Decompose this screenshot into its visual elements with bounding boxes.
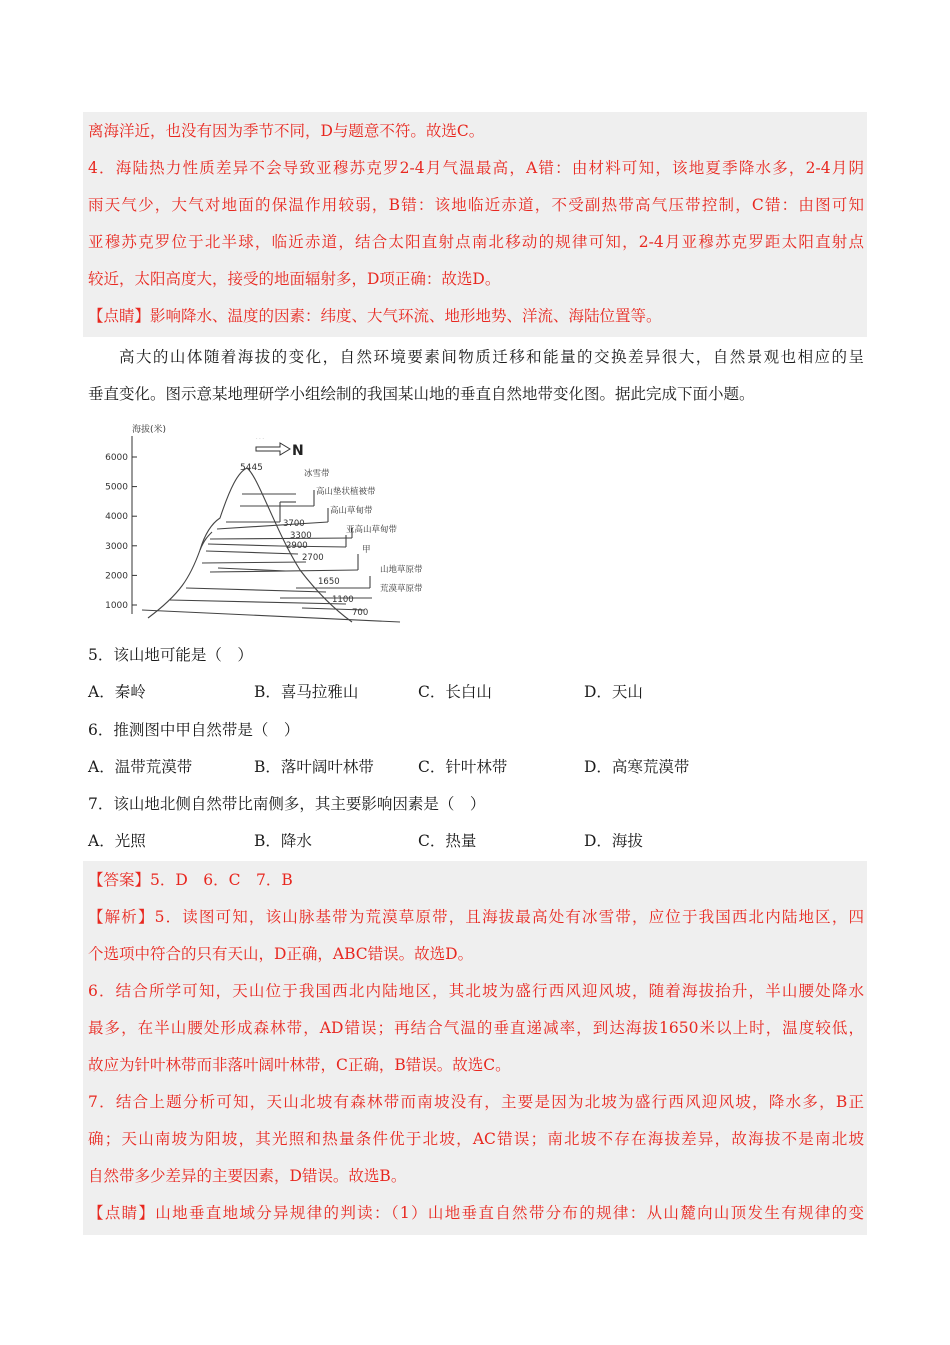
question-stem: 5．该山地可能是（ ）: [88, 646, 253, 664]
answer-line: 【答案】5．D 6．C 7．B: [88, 871, 293, 889]
north-arrow-icon: [256, 443, 290, 455]
analysis-line: 【解析】5．读图可知，该山脉基带为荒漠草原带，且海拔最高处有冰雪带，应位于我国西北内陆地区，四: [88, 908, 864, 926]
analysis-line: 自然带多少差异的主要因素，D错误。故选B。: [88, 1167, 407, 1185]
analysis-line: 故应为针叶林带而非落叶阔叶林带，C正确，B错误。故选C。: [88, 1056, 511, 1074]
zone-label: 甲: [362, 545, 371, 555]
y-tick-label: 2000: [105, 571, 128, 582]
option: A．温带荒漠带: [88, 758, 193, 776]
option: D．天山: [584, 683, 643, 701]
boundary-label: 2900: [286, 541, 308, 551]
option: C．针叶林带: [418, 758, 508, 776]
option: C．长白山: [418, 683, 492, 701]
q4-explanation-line: 雨天气少，大气对地面的保温作用较弱，B错：该地临近赤道，不受副热带高气压带控制，C错：由图可知: [88, 196, 864, 214]
analysis-line: 最多，在半山腰处形成森林带，AD错误；再结合气温的垂直递减率，到达海拔1650米以上时，温度较低，: [88, 1019, 864, 1037]
analysis-line: 7．结合上题分析可知，天山北坡有森林带而南坡没有，主要是因为北坡为盛行西风迎风坡，降水多，B正: [88, 1093, 864, 1111]
question-stem: 6．推测图中甲自然带是（ ）: [88, 721, 300, 739]
y-tick-label: 6000: [105, 453, 128, 463]
zone-label: 亚高山草甸带: [346, 525, 398, 535]
analysis-line: 个选项中符合的只有天山，D正确，ABC错误。故选D。: [88, 945, 474, 963]
question-stem: 7．该山地北侧自然带比南侧多，其主要影响因素是（ ）: [88, 795, 486, 813]
vertical-zonation-diagram: [90, 418, 423, 626]
q4-explanation-line: 较近，太阳高度大，接受的地面辐射多，D项正确：故选D。: [88, 270, 501, 288]
tip-line: 【点睛】山地垂直地域分异规律的判读：（1）山地垂直自然带分布的规律：从山麓向山顶发生有规律的变: [88, 1204, 864, 1222]
option: B．喜马拉雅山: [254, 683, 359, 701]
option: A．光照: [88, 832, 146, 850]
question-options: [88, 749, 868, 786]
boundary-label: 1650: [318, 577, 340, 587]
material-paragraph: [88, 339, 864, 413]
north-label: N: [292, 443, 304, 459]
continuation-line: 离海洋近，也没有因为季节不同，D与题意不符。故选C。: [88, 122, 485, 140]
material-line: 垂直变化。图示意某地理研学小组绘制的我国某山地的垂直自然地带变化图。据此完成下面小题。: [88, 385, 755, 403]
zone-label: 山地草原带: [380, 565, 423, 575]
boundary-label: 700: [352, 608, 369, 618]
boundary-label: 3300: [290, 531, 312, 541]
boundary-label: 2700: [302, 553, 324, 563]
option: D．高寒荒漠带: [584, 758, 690, 776]
y-axis-label: 海拔(米): [132, 425, 167, 435]
option: B．落叶阔叶林带: [254, 758, 374, 776]
analysis-line: 6．结合所学可知，天山位于我国西北内陆地区，其北坡为盛行西风迎风坡，随着海拔抬升，半山腰处降水: [88, 982, 864, 1000]
peak-altitude-label: 5445: [240, 463, 263, 473]
q4-explanation-line: 4．海陆热力性质差异不会导致亚穆苏克罗2-4月气温最高，A错：由材料可知，该地夏季降水多，2-4月阴: [88, 159, 864, 177]
question-options: [88, 823, 868, 860]
y-tick-label: 4000: [105, 512, 128, 523]
option: B．降水: [254, 832, 312, 850]
north-arrow-caption: · · ·: [256, 436, 264, 442]
y-tick-label: 5000: [105, 482, 128, 493]
option: D．海拔: [584, 832, 643, 850]
explanation-top: [88, 113, 864, 335]
material-line: 高大的山体随着海拔的变化，自然环境要素间物质迁移和能量的交换差异很大，自然景观也相应的呈: [119, 348, 864, 366]
answer-analysis: [88, 862, 864, 1232]
y-tick-label: 1000: [105, 601, 128, 611]
question-options: [88, 674, 868, 711]
y-tick-label: 3000: [105, 541, 128, 552]
boundary-label: 1100: [332, 595, 354, 605]
zone-labels: [304, 468, 423, 594]
zone-label: 冰雪带: [304, 469, 330, 479]
zone-label: 荒漠草原带: [380, 584, 423, 594]
option: C．热量: [418, 832, 477, 850]
tip-line: 【点睛】影响降水、温度的因素：纬度、大气环流、地形地势、洋流、海陆位置等。: [88, 307, 662, 325]
zone-label: 高山草甸带: [330, 506, 373, 516]
q4-explanation-line: 亚穆苏克罗位于北半球，临近赤道，结合太阳直射点南北移动的规律可知，2-4月亚穆苏克罗距太阳直射点: [88, 233, 864, 251]
analysis-line: 确；天山南坡为阳坡，其光照和热量条件优于北坡，AC错误；南北坡不存在海拔差异，故海拔不是南北坡: [88, 1130, 864, 1148]
boundary-label: 3700: [283, 519, 305, 529]
zone-label: 高山垫状植被带: [316, 487, 376, 497]
option: A．秦岭: [88, 683, 146, 701]
